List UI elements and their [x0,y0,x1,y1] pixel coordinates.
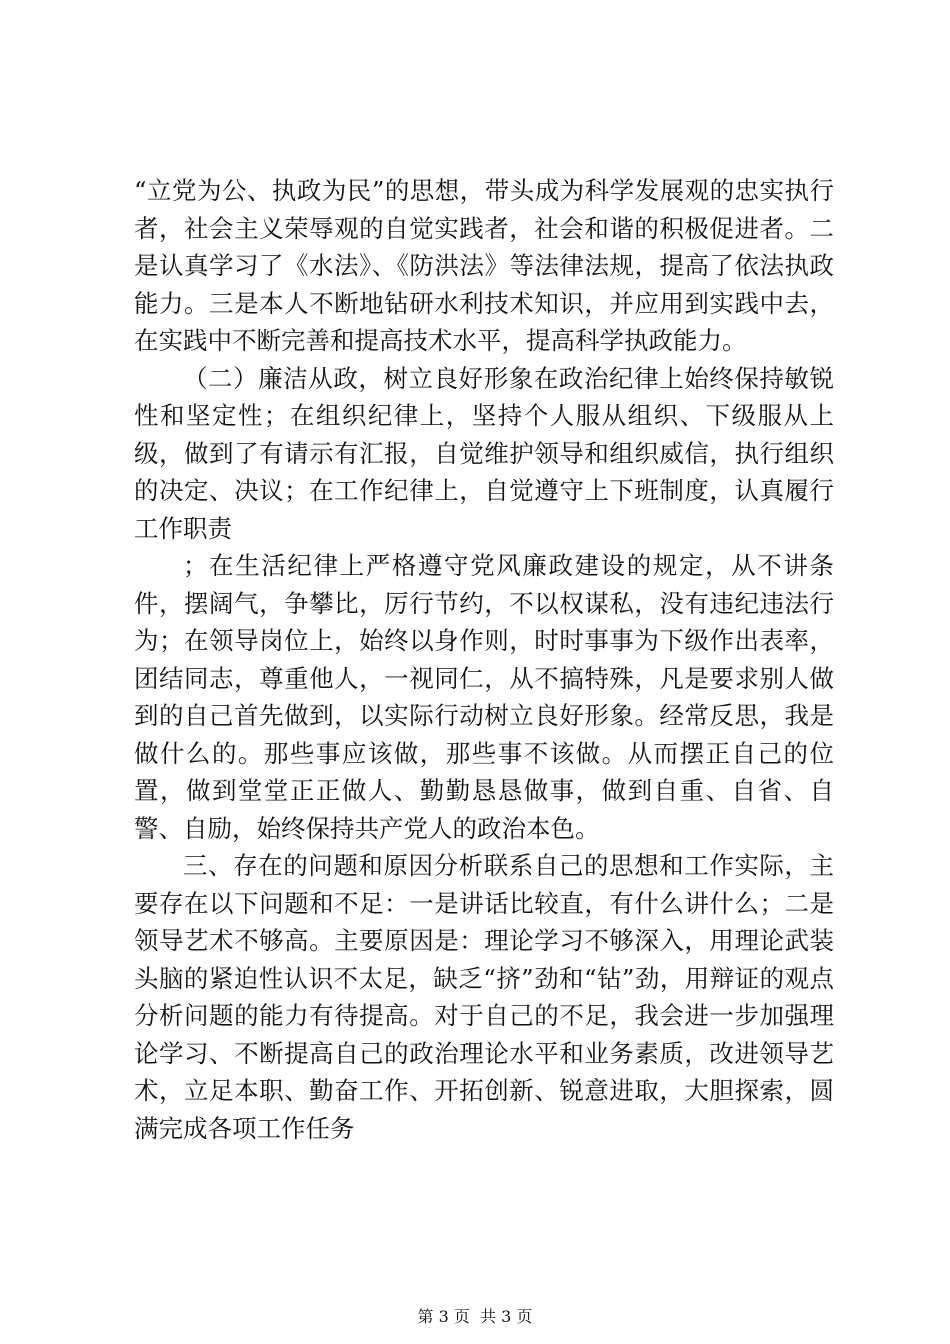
paragraph-life-discipline: ；在生活纪律上严格遵守党风廉政建设的规定，从不讲条件，摆阔气，争攀比，厉行节约，不以权谋私，没有违纪违法行为；在领导岗位上，始终以身作则，时时事事为下级作出表率，团结同志，尊重他人，一视同仁，从不搞特殊，凡是要求别人做到的自己首先做到，以实际行动树立良好形象。经常反思，我是做什么的。那些事应该做，那些事不该做。从而摆正自己的位置，做到堂堂正正做人、勤勤恳恳做事，做到自重、自省、自警、自励，始终保持共产党人的政治本色。 [134,551,834,843]
document-body [134,172,834,1147]
paragraph-thought-continuation: “立党为公、执政为民”的思想，带头成为科学发展观的忠实执行者，社会主义荣辱观的自觉实践者，社会和谐的积极促进者。二是认真学习了《水法》、《防洪法》等法律法规，提高了依法执政能力。三是本人不断地钻研水利技术知识，并应用到实践中去，在实践中不断完善和提高技术水平，提高科学执政能力。 [134,176,834,355]
paragraph-clean-governance: （二）廉洁从政，树立良好形象在政治纪律上始终保持敏锐性和坚定性；在组织纪律上，坚持个人服从组织、下级服从上级，做到了有请示有汇报，自觉维护领导和组织威信，执行组织的决定、决议；在工作纪律上，自觉遵守上下班制度，认真履行工作职责 [134,363,834,543]
page-footer [0,1304,950,1327]
paragraph-problems-analysis: 三、存在的问题和原因分析联系自己的思想和工作实际，主要存在以下问题和不足：一是讲话比较直，有什么讲什么；二是领导艺术不够高。主要原因是：理论学习不够深入，用理论武装头脑的紧迫性认识不太足，缺乏“挤”劲和“钻”劲，用辩证的观点分析问题的能力有待提高。对于自己的不足，我会进一步加强理论学习、不断提高自己的政治理论水平和业务素质，改进领导艺术，立足本职、勤奋工作、开拓创新、锐意进取，大胆探索，圆满完成各项工作任务 [134,851,834,1143]
page-number-label: 第 3 页 共 3 页 [417,1307,533,1326]
